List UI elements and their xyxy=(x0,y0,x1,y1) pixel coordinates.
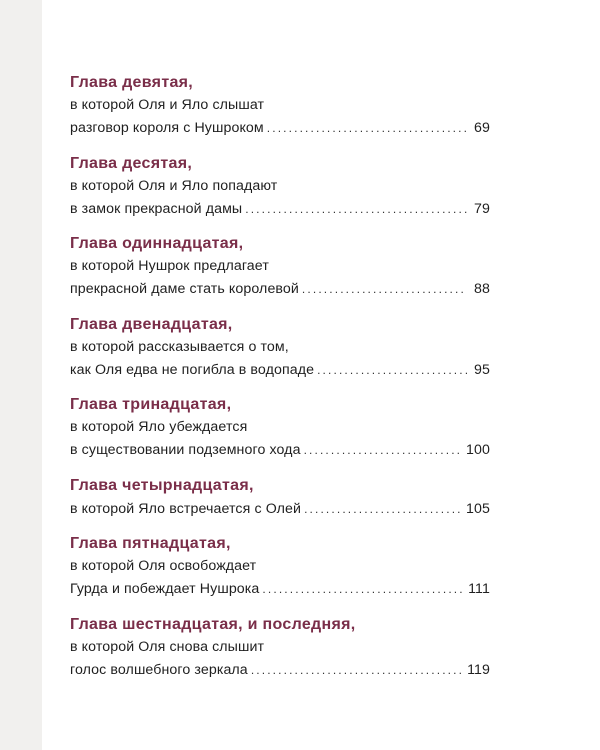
chapter-description: Гурда и побеждает Нушрока xyxy=(70,581,260,597)
page-number: 79 xyxy=(474,200,490,217)
chapter-title: Глава четырнадцатая, xyxy=(70,476,254,494)
toc-entry-chapter-10 xyxy=(70,153,490,221)
dot-leader xyxy=(304,497,463,521)
chapter-description-last-line xyxy=(70,197,490,221)
dot-leader xyxy=(302,277,467,301)
chapter-description-last-line xyxy=(70,277,490,301)
toc-entry-chapter-16 xyxy=(70,614,490,682)
page-number: 88 xyxy=(474,281,490,297)
chapter-description: в замок прекрасной дамы xyxy=(70,200,243,217)
page-number: 119 xyxy=(467,661,490,678)
toc-entry-chapter-14 xyxy=(70,475,490,521)
chapter-description-last-line xyxy=(70,116,490,140)
page-number: 111 xyxy=(468,581,490,597)
chapter-description: в которой Оля снова слышит xyxy=(70,638,265,655)
dot-leader xyxy=(245,197,467,221)
chapter-description: в которой Оля и Яло слышат xyxy=(70,97,265,113)
page-number: 100 xyxy=(466,442,490,458)
dot-leader xyxy=(251,658,464,682)
chapter-description: прекрасной даме стать королевой xyxy=(70,281,299,297)
dot-leader xyxy=(317,358,467,382)
chapter-title: Глава пятнадцатая, xyxy=(70,535,231,552)
chapter-description: в существовании подземного хода xyxy=(70,442,301,458)
toc-entry-chapter-9 xyxy=(70,72,490,140)
chapter-description: как Оля едва не погибла в водопаде xyxy=(70,361,315,378)
page-number: 69 xyxy=(474,120,490,136)
chapter-title: Глава двенадцатая, xyxy=(70,315,233,333)
chapter-title: Глава одиннадцатая, xyxy=(70,235,244,252)
chapter-title: Глава девятая, xyxy=(70,74,194,91)
chapter-description: в которой Оля освобождает xyxy=(70,558,257,574)
toc-entry-chapter-15 xyxy=(70,533,490,601)
toc-entry-chapter-11 xyxy=(70,233,490,301)
toc-entry-chapter-13 xyxy=(70,394,490,462)
chapter-title: Глава шестнадцатая, и последняя, xyxy=(70,615,356,633)
chapter-description-last-line xyxy=(70,438,490,462)
chapter-description: в которой Нушрок предлагает xyxy=(70,258,269,274)
table-of-contents xyxy=(70,72,490,694)
page-number: 95 xyxy=(474,361,490,378)
dot-leader xyxy=(262,577,465,601)
chapter-description: в которой Яло убеждается xyxy=(70,419,248,435)
chapter-description-last-line xyxy=(70,577,490,601)
dot-leader xyxy=(267,116,467,140)
chapter-description: в которой рассказывается о том, xyxy=(70,338,289,355)
chapter-description: в которой Яло встречается с Олей xyxy=(70,500,302,517)
chapter-description-last-line xyxy=(70,658,490,682)
chapter-description-last-line xyxy=(70,358,490,382)
chapter-description-last-line xyxy=(70,497,490,521)
toc-entry-chapter-12 xyxy=(70,314,490,382)
chapter-title: Глава десятая, xyxy=(70,154,193,172)
dot-leader xyxy=(304,438,463,462)
chapter-description: разговор короля с Нушроком xyxy=(70,120,264,136)
chapter-description: в которой Оля и Яло попадают xyxy=(70,177,278,194)
page-number: 105 xyxy=(466,500,490,517)
chapter-description: голос волшебного зеркала xyxy=(70,661,248,678)
chapter-title: Глава тринадцатая, xyxy=(70,396,232,413)
